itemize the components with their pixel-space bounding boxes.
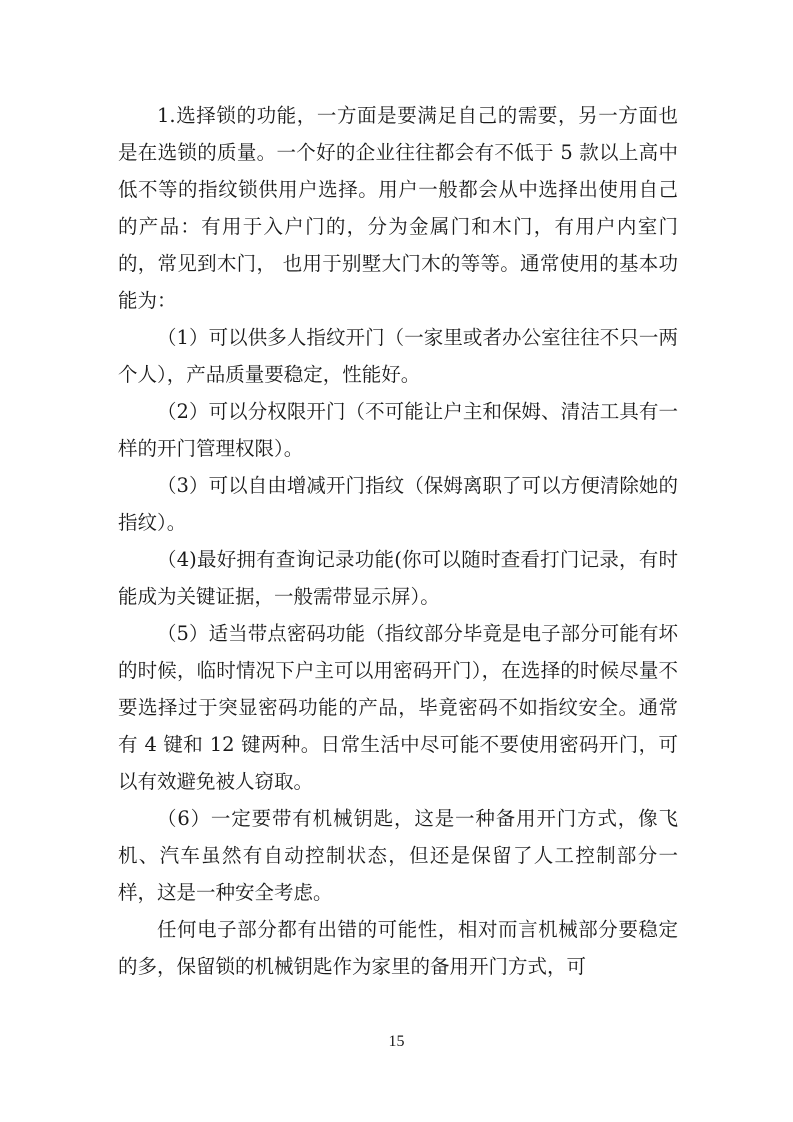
paragraph-mechanical-key: 任何电子部分都有出错的可能性，相对而言机械部分要稳定的多，保留锁的机械钥匙作为家里的备用开门方式，可 [118,918,678,978]
paragraph-item-6: （6）一定要带有机械钥匙，这是一种备用开门方式，像飞机、汽车虽然有自动控制状态，但还是保留了人工控制部分一样，这是一种安全考虑。 [118,807,678,904]
paragraph-item-3: （3）可以自由增减开门指纹（保姆离职了可以方便清除她的指纹）。 [118,474,678,534]
paragraph-item-5: （5）适当带点密码功能（指纹部分毕竟是电子部分可能有坏的时候，临时情况下户主可以用密码开门），在选择的时候尽量不要选择过于突显密码功能的产品，毕竟密码不如指纹安全。通常有 4 键和 12 键两种。日常生活中尽可能不要使用密码开门，可以有效避免被人窃取。 [118,622,678,793]
paragraph-item-4: （4)最好拥有查询记录功能(你可以随时查看打门记录，有时能成为关键证据，一般需带显示屏）。 [118,548,678,608]
paragraph-lock-function: 1.选择锁的功能，一方面是要满足自己的需要，另一方面也是在选锁的质量。一个好的企业往往都会有不低于 5 款以上高中低不等的指纹锁供用户选择。用户一般都会从中选择出使用自己的产品：有用于入户门的，分为金属门和木门，有用户内室门的，常见到木门， 也用于别墅大门木的等等。通常使用的基本功能为： [118,104,678,312]
page-number: 15 [388,1033,405,1050]
paragraph-item-2: （2）可以分权限开门（不可能让户主和保姆、清洁工具有一样的开门管理权限）。 [118,400,678,460]
body-text [118,97,678,985]
paragraph-item-1: （1）可以供多人指纹开门（一家里或者办公室往往不只一两个人），产品质量要稳定，性能好。 [118,326,678,386]
